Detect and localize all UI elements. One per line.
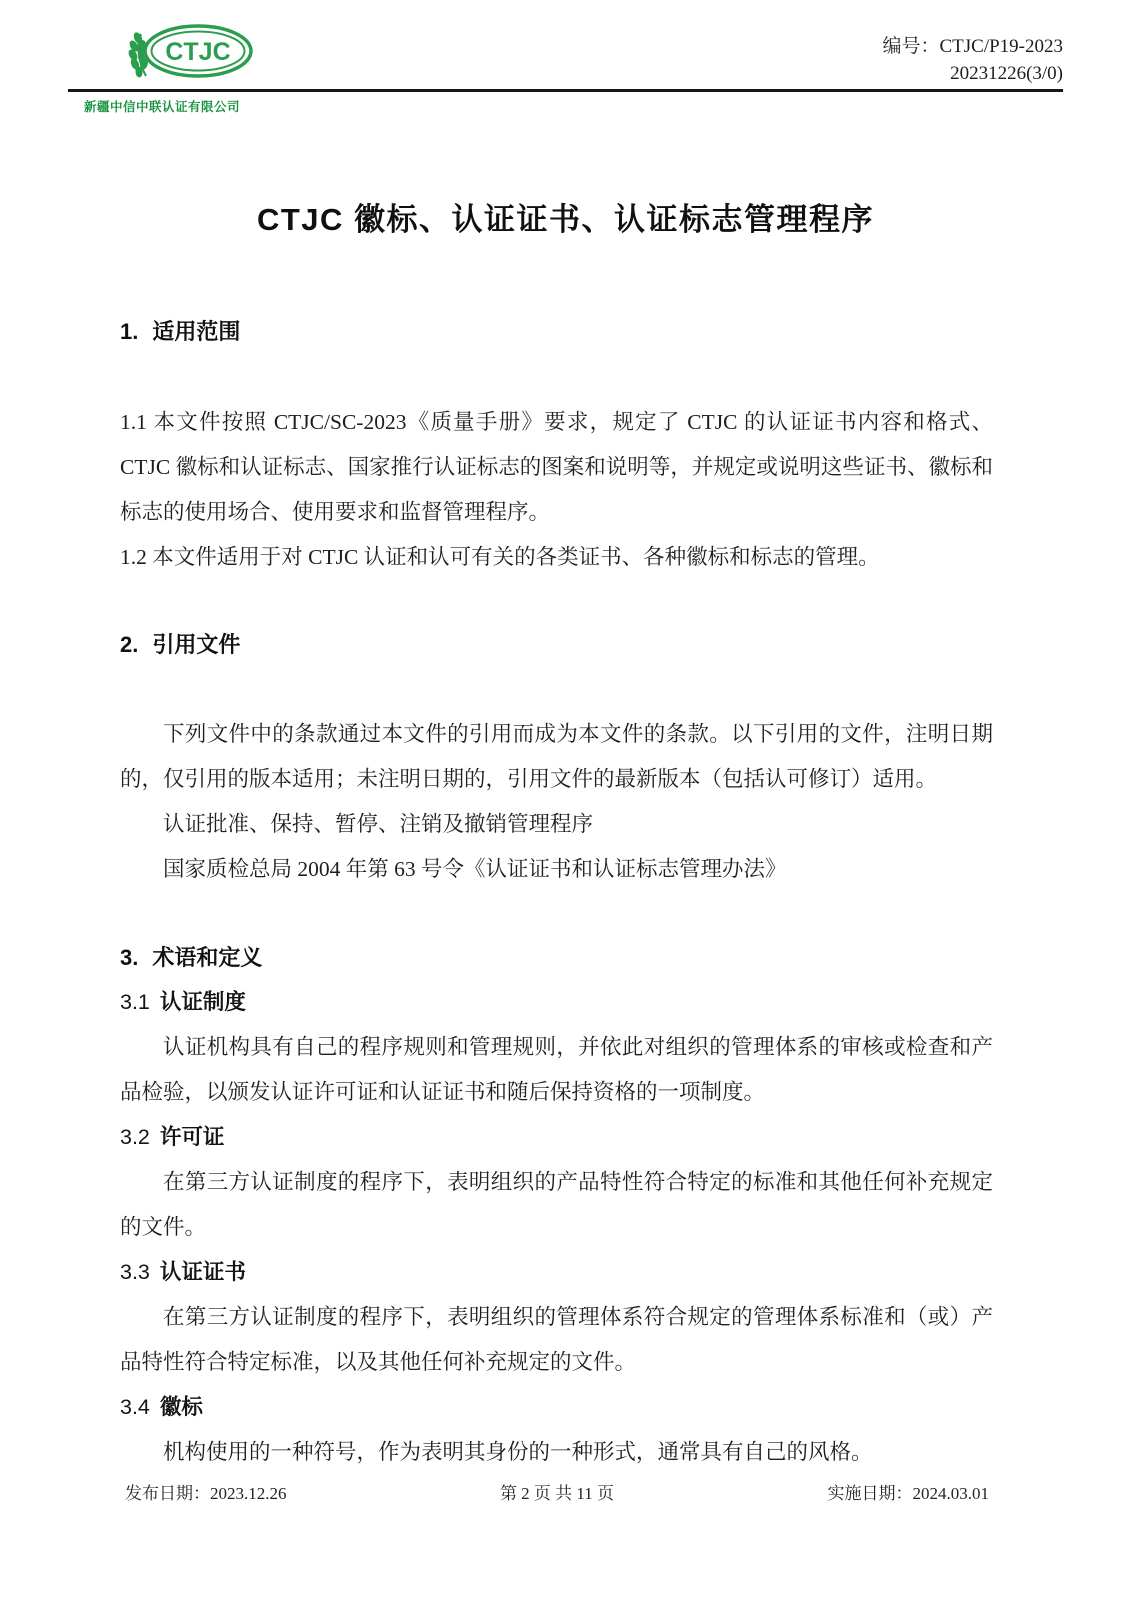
- doc-number-line2: 20231226(3/0): [950, 63, 1063, 84]
- section-2-heading: [120, 622, 993, 667]
- header-divider: [68, 89, 1063, 92]
- paragraph-1-1: 1.1 本文件按照 CTJC/SC-2023《质量手册》要求，规定了 CTJC 的认证证书内容和格式、CTJC 徽标和认证标志、国家推行认证标志的图案和说明等，并规定或说明这些证书、徽标和标志的使用场合、使用要求和监督管理程序。: [120, 410, 993, 524]
- paragraph-1-2: 1.2 本文件适用于对 CTJC 认证和认可有关的各类证书、各种徽标和标志的管理。: [120, 545, 880, 569]
- subsection-number: 3.4: [120, 1395, 150, 1419]
- section-1-heading: [120, 309, 993, 354]
- reference-item-1: 认证批准、保持、暂停、注销及撤销管理程序: [163, 812, 594, 836]
- implement-date: 实施日期：2024.03.01: [827, 1484, 989, 1503]
- paragraph-3-1: 认证机构具有自己的程序规则和管理规则，并依此对组织的管理体系的审核或检查和产品检验，以颁发认证许可证和认证证书和随后保持资格的一项制度。: [120, 1035, 993, 1104]
- company-name: 新疆中信中联认证有限公司: [84, 100, 241, 114]
- page-header: [68, 0, 1063, 115]
- subsection-3-4-heading: [120, 1385, 993, 1430]
- logo-text: CTJC: [165, 38, 231, 66]
- subsection-title: 徽标: [159, 1395, 203, 1419]
- subsection-title: 许可证: [159, 1125, 225, 1149]
- company-logo: [122, 24, 254, 87]
- section-number: 1.: [120, 319, 139, 344]
- doc-number-line1: 编号：CTJC/P19-2023: [882, 36, 1063, 57]
- paragraph-3-2: 在第三方认证制度的程序下，表明组织的产品特性符合特定的标准和其他任何补充规定的文件。: [120, 1170, 993, 1239]
- subsection-number: 3.1: [120, 990, 150, 1014]
- paragraph-2-intro: 下列文件中的条款通过本文件的引用而成为本文件的条款。以下引用的文件，注明日期的，仅引用的版本适用；未注明日期的，引用文件的最新版本（包括认可修订）适用。: [120, 722, 993, 791]
- section-title: 适用范围: [152, 319, 241, 344]
- paragraph-3-4: 机构使用的一种符号，作为表明其身份的一种形式，通常具有自己的风格。: [163, 1440, 873, 1464]
- ctjc-logo-icon: [122, 24, 254, 82]
- section-number: 3.: [120, 945, 139, 970]
- subsection-3-2-heading: [120, 1115, 993, 1160]
- section-3-heading: [120, 935, 993, 980]
- section-title: 术语和定义: [152, 945, 263, 970]
- page-footer: [125, 1482, 989, 1506]
- page-number: 第 2 页 共 11 页: [499, 1484, 615, 1503]
- document-title: CTJC 徽标、认证证书、认证标志管理程序: [256, 202, 875, 237]
- document-body: [120, 309, 993, 1475]
- subsection-title: 认证证书: [159, 1260, 246, 1284]
- subsection-title: 认证制度: [159, 990, 246, 1014]
- document-number: [882, 33, 1063, 87]
- subsection-number: 3.2: [120, 1125, 150, 1149]
- release-date: 发布日期：2023.12.26: [125, 1484, 287, 1503]
- section-title: 引用文件: [152, 632, 241, 657]
- section-number: 2.: [120, 632, 139, 657]
- subsection-number: 3.3: [120, 1260, 150, 1284]
- paragraph-3-3: 在第三方认证制度的程序下，表明组织的管理体系符合规定的管理体系标准和（或）产品特性符合特定标准，以及其他任何补充规定的文件。: [120, 1305, 993, 1374]
- subsection-3-3-heading: [120, 1250, 993, 1295]
- reference-item-2: 国家质检总局 2004 年第 63 号令《认证证书和认证标志管理办法》: [163, 857, 787, 881]
- subsection-3-1-heading: [120, 980, 993, 1025]
